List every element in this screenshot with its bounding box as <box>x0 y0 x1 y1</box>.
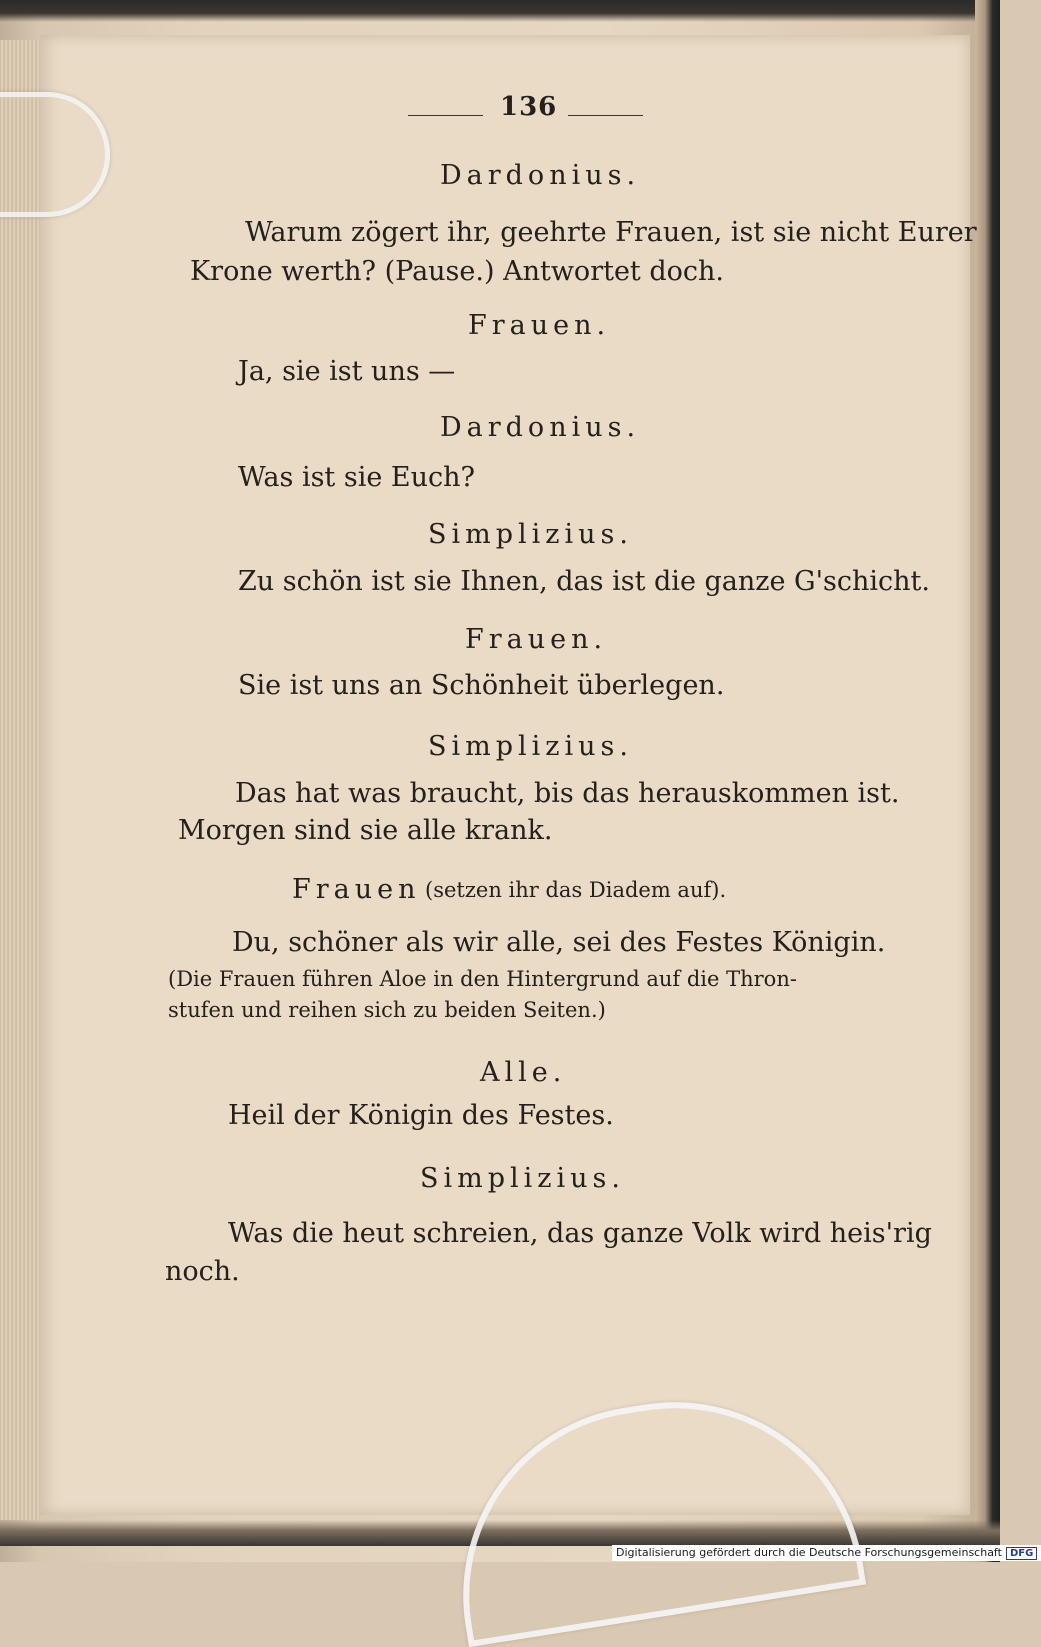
dfg-logo-icon: DFG <box>1006 1547 1037 1560</box>
speaker-name: Alle. <box>480 1057 567 1088</box>
speaker-name: Dardonius. <box>440 412 641 443</box>
dialogue-line: Ja, sie ist uns — <box>238 356 456 387</box>
page-number: 136 <box>500 92 558 122</box>
stage-direction: (setzen ihr das Diadem auf). <box>425 878 727 902</box>
speaker-name: Simplizius. <box>428 731 633 762</box>
dialogue-line: Heil der Königin des Festes. <box>228 1100 614 1131</box>
dialogue-line: Das hat was braucht, bis das herauskommen ist. <box>235 778 900 809</box>
dialogue-line: Morgen sind sie alle krank. <box>178 815 553 846</box>
stage-direction: stufen und reihen sich zu beiden Seiten.) <box>168 998 606 1022</box>
stage-direction: (Die Frauen führen Aloe in den Hintergrund auf die Thron- <box>168 967 797 991</box>
speaker-name: Simplizius. <box>420 1163 625 1194</box>
book-spine-edge <box>975 0 1000 1562</box>
dialogue-line: Warum zögert ihr, geehrte Frauen, ist sie nicht Eurer <box>245 217 977 248</box>
header-rule-left <box>408 115 483 116</box>
page-stack-edge <box>0 40 40 1520</box>
speaker-name: Simplizius. <box>428 519 633 550</box>
dialogue-line: Zu schön ist sie Ihnen, das ist die ganze G'schicht. <box>238 566 930 597</box>
credit-text: Digitalisierung gefördert durch die Deutsche Forschungsgemeinschaft <box>616 1546 1002 1559</box>
digitization-credit <box>612 1545 1041 1561</box>
scan-top-shadow <box>0 0 1000 22</box>
speaker-name: Dardonius. <box>440 160 641 191</box>
dialogue-line: Was die heut schreien, das ganze Volk wird heis'rig <box>228 1218 932 1249</box>
header-rule-right <box>568 115 643 116</box>
dialogue-line: Krone werth? (Pause.) Antwortet doch. <box>190 256 724 287</box>
dialogue-line: Sie ist uns an Schönheit überlegen. <box>238 670 725 701</box>
dialogue-line: Du, schöner als wir alle, sei des Festes Königin. <box>232 927 886 958</box>
dialogue-line: noch. <box>165 1256 240 1287</box>
dialogue-line: Was ist sie Euch? <box>238 462 476 493</box>
speaker-name: Frauen. <box>465 624 608 655</box>
speaker-name: Frauen <box>292 874 421 905</box>
speaker-name: Frauen. <box>468 310 611 341</box>
